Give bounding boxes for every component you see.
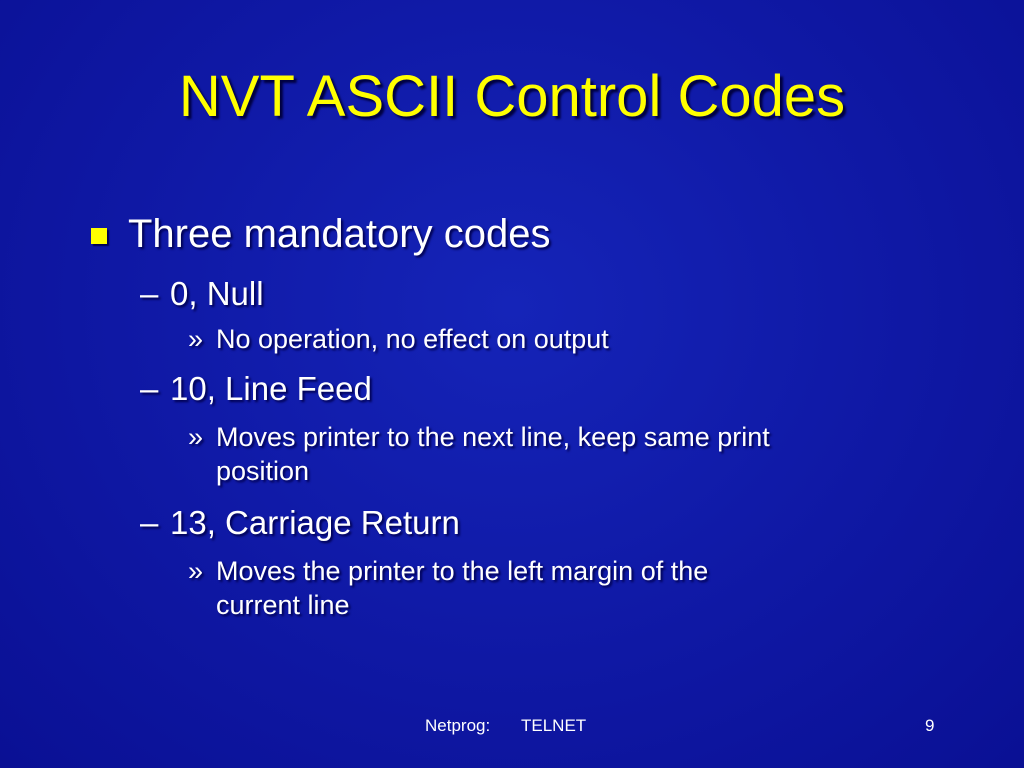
- detail-line: current line: [216, 590, 350, 620]
- chevron-double-right-icon: »: [188, 422, 204, 452]
- chevron-double-right-icon: »: [188, 556, 204, 586]
- sub-item-label: 13, Carriage Return: [170, 504, 460, 541]
- dash-icon: –: [140, 504, 159, 541]
- footer-left-text: Netprog:: [425, 716, 491, 735]
- sub-item-label: 0, Null: [170, 275, 264, 312]
- detail-line: Moves printer to the next line, keep same print: [216, 422, 770, 452]
- detail-line: No operation, no effect on output: [216, 324, 609, 354]
- sub-item-line-feed: [140, 369, 372, 409]
- square-bullet-icon: [91, 228, 107, 244]
- sub-item-null: [140, 274, 264, 314]
- detail-carriage-return: [188, 554, 709, 622]
- detail-line: Moves the printer to the left margin of the: [216, 556, 709, 586]
- sub-item-carriage-return: [140, 503, 460, 543]
- dash-icon: –: [140, 370, 159, 407]
- detail-line-feed: [188, 420, 770, 488]
- footer-center-text: TELNET: [521, 716, 587, 735]
- slide-title: NVT ASCII Control Codes: [178, 64, 846, 129]
- detail-line: position: [216, 456, 310, 486]
- sub-item-label: 10, Line Feed: [170, 370, 372, 407]
- dash-icon: –: [140, 275, 159, 312]
- detail-null: [188, 322, 609, 356]
- page-number: 9: [925, 716, 935, 735]
- chevron-double-right-icon: »: [188, 324, 204, 354]
- main-bullet-text: Three mandatory codes: [128, 212, 551, 256]
